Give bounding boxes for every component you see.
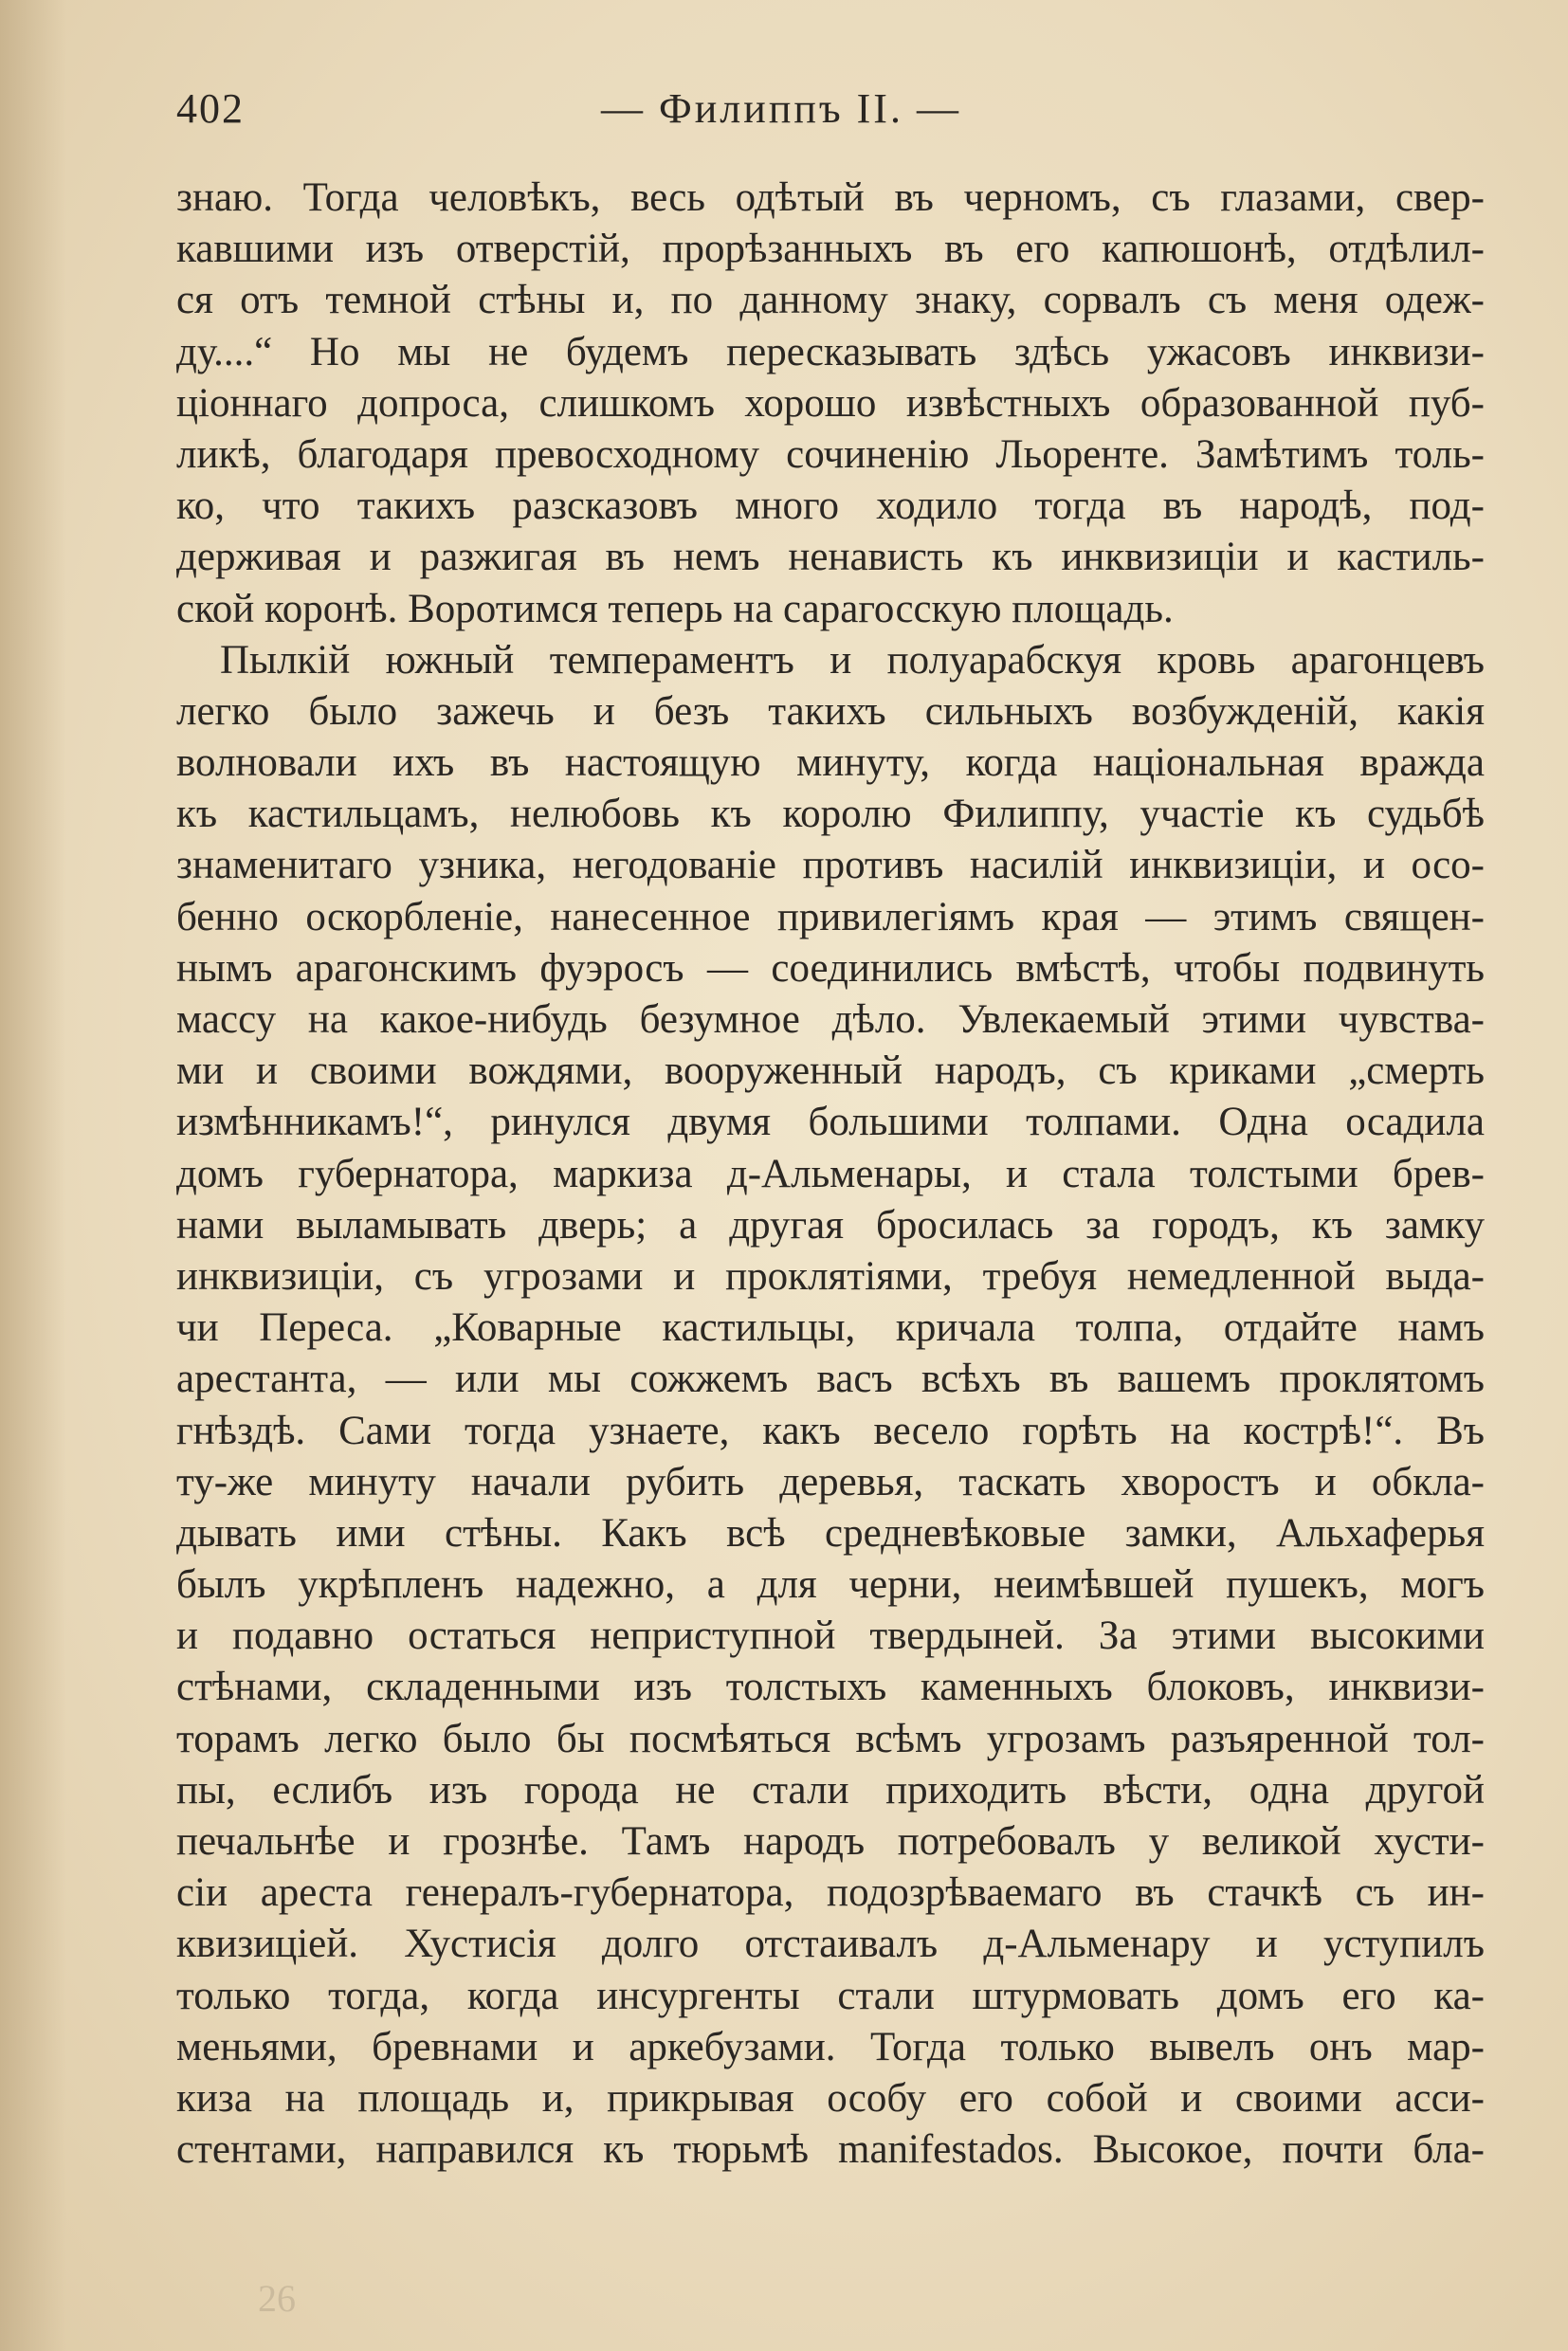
text-line: легко было зажечь и безъ такихъ сильныхъ возбужденій, какія [176, 688, 1485, 734]
page-number: 402 [176, 85, 245, 132]
running-title: — Филиппъ II. — [601, 85, 961, 132]
text-line: стентами, направился къ тюрьмѣ manifestados. Высокое, почти бла- [176, 2127, 1485, 2173]
text-line: чи Переса. „Коварные кастильцы, кричала толпа, отдайте намъ [176, 1305, 1485, 1351]
text-line: домъ губернатора, маркиза д-Альменары, и стала толстыми брев- [176, 1151, 1485, 1196]
body-text [176, 173, 1485, 2176]
text-line: только тогда, когда инсургенты стали штурмовать домъ его ка- [176, 1973, 1485, 2018]
text-line: нымъ арагонскимъ фуэросъ — соединились вмѣстѣ, чтобы подвинуть [176, 945, 1485, 991]
text-line: ко, что такихъ разсказовъ много ходило тогда въ народѣ, под- [176, 483, 1485, 529]
text-line: гнѣздѣ. Сами тогда узнаете, какъ весело горѣть на кострѣ!“. Въ [176, 1408, 1485, 1453]
text-line: нами выламывать дверь; а другая бросилась за городъ, къ замку [176, 1202, 1485, 1248]
text-line: ликѣ, благодаря превосходному сочиненію Льоренте. Замѣтимъ толь- [176, 431, 1485, 477]
text-line: измѣнникамъ!“, ринулся двумя большими толпами. Одна осадила [176, 1100, 1485, 1145]
text-line: къ кастильцамъ, нелюбовь къ королю Филиппу, участіе къ судьбѣ [176, 792, 1485, 837]
text-line: печальнѣе и грознѣе. Тамъ народъ потребовалъ у великой хусти- [176, 1819, 1485, 1864]
text-line: держивая и разжигая въ немъ ненависть къ инквизиціи и кастиль- [176, 535, 1485, 580]
text-line: дывать ими стѣны. Какъ всѣ средневѣковые замки, Альхаферья [176, 1510, 1485, 1556]
text-line: арестанта, — или мы сожжемъ васъ всѣхъ въ вашемъ проклятомъ [176, 1357, 1485, 1402]
text-line: торамъ легко было бы посмѣяться всѣмъ угрозамъ разъяренной тол- [176, 1716, 1485, 1761]
text-line: знаменитаго узника, негодованіе противъ насилій инквизиціи, и осо- [176, 843, 1485, 888]
text-line: ціоннаго допроса, слишкомъ хорошо извѣстныхъ образованной пуб- [176, 380, 1485, 426]
text-line: пы, еслибъ изъ города не стали приходить вѣсти, одна другой [176, 1767, 1485, 1813]
text-line: былъ укрѣпленъ надежно, а для черни, неимѣвшей пушекъ, могъ [176, 1562, 1485, 1608]
text-line: волновали ихъ въ настоящую минуту, когда національная вражда [176, 740, 1485, 786]
text-line: инквизиціи, съ угрозами и проклятіями, требуя немедленной выда- [176, 1253, 1485, 1299]
text-line: ся отъ темной стѣны и, по данному знаку, сорвалъ съ меня одеж- [176, 278, 1485, 323]
page-header [176, 76, 1011, 142]
text-line: стѣнами, складенными изъ толстыхъ каменныхъ блоковъ, инквизи- [176, 1665, 1485, 1710]
text-line: кавшими изъ отверстій, прорѣзанныхъ въ его капюшонѣ, отдѣлил- [176, 227, 1485, 272]
paragraph-start-line: Пылкій южный темпераментъ и полуарабскуя кровь арагонцевъ [220, 637, 1485, 683]
text-line: массу на какое-нибудь безумное дѣло. Увлекаемый этими чувства- [176, 997, 1485, 1042]
text-line: и подавно остаться неприступной твердыней. За этими высокими [176, 1613, 1485, 1659]
text-line: знаю. Тогда человѣкъ, весь одѣтый въ черномъ, съ глазами, свер- [176, 175, 1485, 220]
text-line: бенно оскорбленіе, нанесенное привилегіямъ края — этимъ священ- [176, 894, 1485, 939]
paragraph-end-line: ской коронѣ. Воротимся теперь на сарагосскую площадь. [176, 586, 1174, 631]
text-line: киза на площадь и, прикрывая особу его собой и своими асси- [176, 2075, 1485, 2121]
text-line: меньями, бревнами и аркебузами. Тогда только вывелъ онъ мар- [176, 2024, 1485, 2069]
text-line: ту-же минуту начали рубить деревья, таскать хворостъ и обкла- [176, 1459, 1485, 1504]
text-line: ми и своими вождями, вооруженный народъ, съ криками „смерть [176, 1048, 1485, 1094]
signature-mark: 26 [258, 2277, 296, 2320]
text-line: ду....“ Но мы не будемъ пересказывать здѣсь ужасовъ инквизи- [176, 329, 1485, 374]
page-gutter-shadow [0, 0, 66, 2351]
text-line: квизиціей. Хустисія долго отстаивалъ д-Альменару и уступилъ [176, 1922, 1485, 1967]
text-line: сіи ареста генералъ-губернатора, подозрѣваемаго въ стачкѣ съ ин- [176, 1870, 1485, 1916]
